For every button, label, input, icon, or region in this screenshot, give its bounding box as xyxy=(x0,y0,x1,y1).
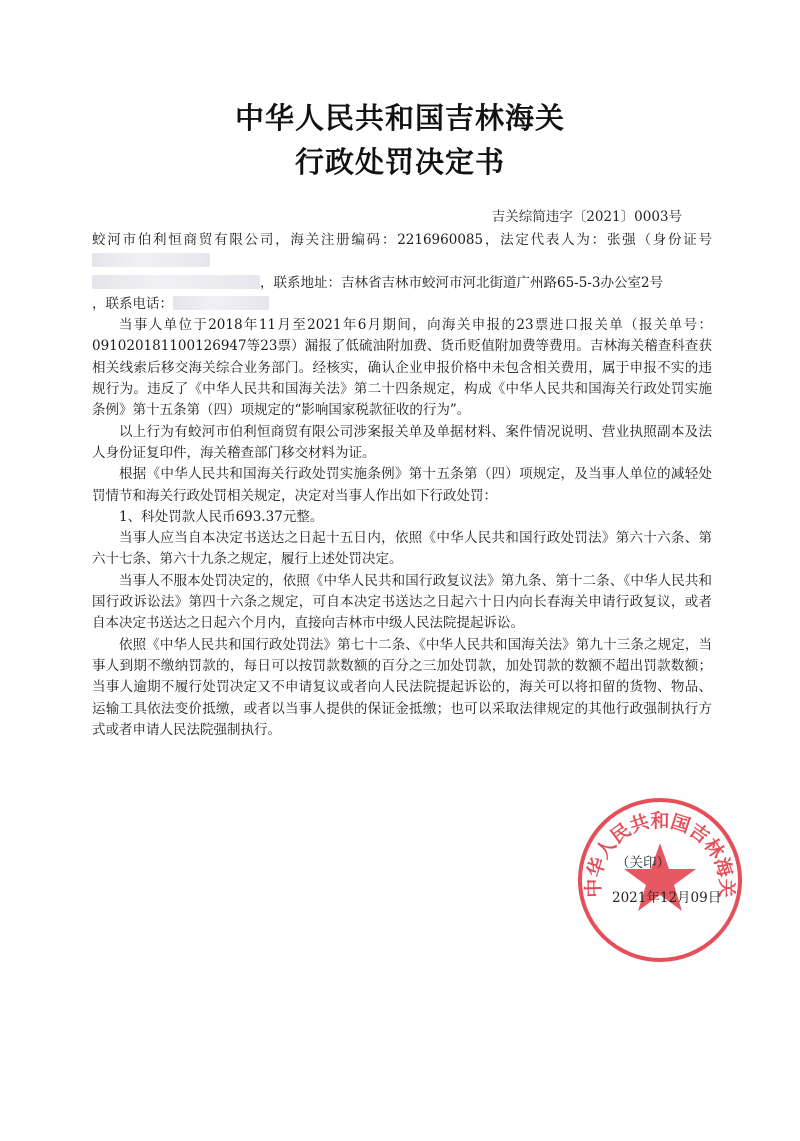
paragraph-enforcement: 依照《中华人民共和国行政处罚法》第七十二条、《中华人民共和国海关法》第九十三条之规定，当事人到期不缴纳罚款的，每日可以按罚款数额的百分之三加处罚款，加处罚款的数额不超出罚款数额；当事人逾期不履行处罚决定又不申请复议或者向人民法院提起诉讼的，海关可以将扣留的货物、物品、运输工具依法变价抵缴，或者以当事人提供的保证金抵缴；也可以采取法律规定的其他行政强制执行方式或者申请人民法院强制执行。 xyxy=(92,636,712,738)
official-seal xyxy=(575,795,745,965)
redacted-id-number xyxy=(92,253,210,267)
paragraph-appeal-rights: 当事人不服本处罚决定的，依照《中华人民共和国行政复议法》第九条、第十二条、《中华人民共和国行政诉讼法》第四十六条之规定，可自本决定书送达之日起六十日内向长春海关申请行政复议，或者自本决定书送达之日起六个月内，直接向吉林市中级人民法院提起诉讼。 xyxy=(92,572,712,632)
seal-arc-text: 中华人民共和国吉林海关 xyxy=(582,809,738,898)
paragraph-penalty-item: 1、科处罚款人民币693.37元整。 xyxy=(119,508,324,525)
decision-date: 2021年12月09日 xyxy=(612,890,722,906)
seal-note: （关印） xyxy=(616,855,670,871)
party-contact: ，联系电话： xyxy=(92,295,173,312)
party-intro: 蛟河市伯利恒商贸有限公司，海关注册编码：2216960085，法定代表人为：张强（身份证号 xyxy=(92,232,712,248)
paragraph-basis: 根据《中华人民共和国海关行政处罚实施条例》第十五条第（四）项规定，及当事人单位的减轻处罚情节和海关行政处罚相关规定，决定对当事人作出如下行政处罚： xyxy=(92,466,712,504)
party-info xyxy=(92,230,712,315)
document-number: 吉关综简违字〔2021〕0003号 xyxy=(491,209,682,225)
paragraph-evidence: 以上行为有蛟河市伯利恒商贸有限公司涉案报关单及单据材料、案件情况说明、营业执照副本及法人身份证复印件，海关稽查部门移交材料为证。 xyxy=(92,423,712,461)
redacted-phone xyxy=(173,296,269,310)
redacted-id-number-cont xyxy=(92,275,260,289)
document-title-type: 行政处罚决定书 xyxy=(294,145,505,179)
party-address: ，联系地址：吉林省吉林市蛟河市河北街道广州路65-5-3办公室2号 xyxy=(260,274,664,291)
paragraph-payment-deadline: 当事人应当自本决定书送达之日起十五日内，依照《中华人民共和国行政处罚法》第六十六条、第六十七条、第六十九条之规定，履行上述处罚决定。 xyxy=(92,530,712,568)
paragraph-facts: 当事人单位于2018年11月至2021年6月期间，向海关申报的23票进口报关单（报关单号：091020181100126947等23票）漏报了低硫油附加费、货币贬值附加费等费用。吉林海关稽查科查获相关线索后移交海关综合业务部门。经核实，确认企业申报价格中未包含相关费用，属于申报不实的违规行为。违反了《中华人民共和国海关法》第二十四条规定，构成《中华人民共和国海关行政处罚实施条例》第十五条第（四）项规定的“影响国家税款征收的行为”。 xyxy=(92,317,712,419)
document-title-issuer: 中华人民共和国吉林海关 xyxy=(234,101,565,135)
document-body xyxy=(92,230,712,741)
